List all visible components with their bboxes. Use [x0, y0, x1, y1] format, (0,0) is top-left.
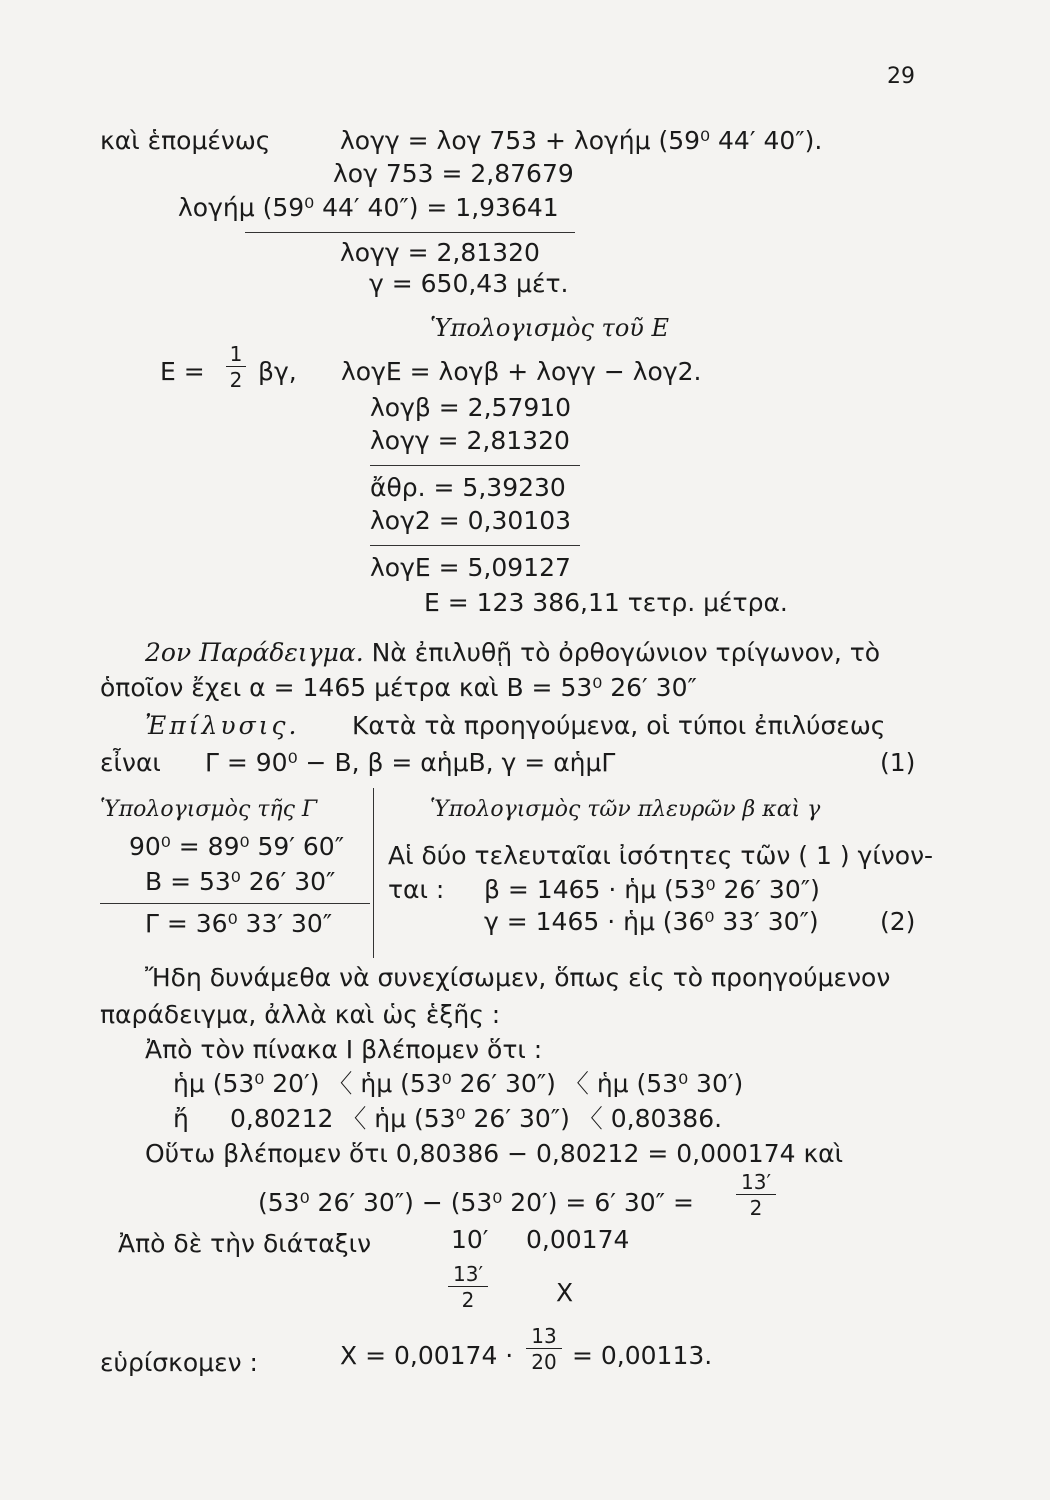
equation-line: λογγ = 2,81320	[370, 426, 570, 455]
equation-line: β = 1465 · ἡμ (53⁰ 26′ 30″)	[484, 875, 820, 904]
sum-rule	[245, 232, 575, 233]
example-title: 2ον Παράδειγμα.	[145, 638, 364, 667]
fraction-13-20: $\frac{13}{20}$	[526, 1326, 562, 1372]
equation-line: γ = 1465 · ἡμ (36⁰ 33′ 30″)	[484, 907, 819, 936]
equation-line: λογΕ = λογβ + λογγ − λογ2.	[341, 357, 702, 386]
equation-line: λογγ = 2,81320	[340, 238, 540, 267]
formula-left: βγ,	[258, 357, 297, 386]
solution-title: Ἐπίλυσις.	[145, 711, 300, 740]
text-line: ὁποῖον ἔχει α = 1465 μέτρα καὶ Β = 53⁰ 26′ 30″	[100, 673, 697, 702]
proportion-cell: Χ	[556, 1278, 574, 1307]
fraction-13p-2: $\frac{13'}{2}$	[448, 1264, 488, 1310]
equation-line: = 0,00113.	[572, 1341, 713, 1370]
text-line: ται :	[388, 875, 445, 904]
equation-line: λογ2 = 0,30103	[370, 506, 572, 535]
proportion-cell: 10′	[451, 1225, 489, 1254]
equation-line: λογήμ (59⁰ 44′ 40″) = 1,93641	[178, 193, 559, 222]
subsection-heading: Ὑπολογισμὸς τῶν πλευρῶν β καὶ γ	[430, 797, 821, 822]
text-line: Κατὰ τὰ προηγούμενα, οἱ τύποι ἐπιλύσεως	[352, 711, 886, 740]
equation-line: 90⁰ = 89⁰ 59′ 60″	[129, 832, 345, 861]
equation-line: γ = 650,43 μέτ.	[369, 269, 569, 298]
equation-line: Ε = 123 386,11 τετρ. μέτρα.	[424, 588, 788, 617]
equation-line: 0,80212 〈 ἡμ (53⁰ 26′ 30″) 〈 0,80386.	[230, 1104, 723, 1133]
fraction-13p-2: $\frac{13'}{2}$	[736, 1172, 776, 1218]
equation-line: λογγ = λογ 753 + λογήμ (59⁰ 44′ 40″).	[340, 126, 823, 155]
text-line: εἶναι	[100, 748, 161, 777]
equation-line: Γ = 90⁰ − Β, β = αἡμΒ, γ = αἡμΓ	[205, 748, 616, 777]
text-line: Αἱ δύο τελευταῖαι ἰσότητες τῶν ( 1 ) γίνον-	[388, 841, 934, 870]
fraction-one-half: $\frac{1}{2}$	[226, 344, 246, 390]
text-line: Ἀπὸ τὸν πίνακα Ι βλέπομεν ὅτι :	[145, 1035, 543, 1064]
equation-line: λογβ = 2,57910	[370, 393, 572, 422]
equation-line: Χ = 0,00174 ·	[340, 1341, 514, 1370]
formula-left: Ε =	[160, 357, 205, 386]
equation-number: (1)	[880, 748, 916, 777]
sum-rule	[370, 465, 580, 466]
example-text: Νὰ ἐπιλυθῇ τὸ ὀρθογώνιον τρίγωνον, τὸ	[363, 638, 881, 667]
text-line: Οὕτω βλέπομεν ὅτι 0,80386 − 0,80212 = 0,000174 καὶ	[145, 1139, 844, 1168]
equation-number: (2)	[880, 907, 916, 936]
sum-rule	[100, 903, 370, 904]
column-divider	[373, 788, 374, 958]
page-number: 29	[887, 64, 915, 89]
subsection-heading: Ὑπολογισμὸς τῆς Γ	[100, 797, 318, 822]
example-line	[145, 640, 880, 665]
equation-line: Γ = 36⁰ 33′ 30″	[145, 909, 333, 938]
equation-line: Β = 53⁰ 26′ 30″	[145, 867, 336, 896]
sum-rule	[370, 545, 580, 546]
section-heading: Ὑπολογισμὸς τοῦ Ε	[430, 314, 670, 342]
text-line: Ἀπὸ δὲ τὴν διάταξιν	[118, 1229, 372, 1258]
text-line: παράδειγμα, ἀλλὰ καὶ ὡς ἑξῆς :	[100, 1000, 501, 1029]
equation-line: ἄθρ. = 5,39230	[370, 473, 566, 502]
text-line: Ἤδη δυνάμεθα νὰ συνεχίσωμεν, ὅπως εἰς τὸ προηγούμενον	[145, 963, 891, 992]
text-line: καὶ ἑπομένως	[100, 126, 271, 155]
text-line: εὑρίσκομεν :	[100, 1348, 258, 1377]
proportion-cell: 0,00174	[526, 1225, 630, 1254]
equation-line: (53⁰ 26′ 30″) − (53⁰ 20′) = 6′ 30″ =	[258, 1188, 694, 1217]
equation-line: ἡμ (53⁰ 20′) 〈 ἡμ (53⁰ 26′ 30″) 〈 ἡμ (53⁰ 30′)	[173, 1069, 744, 1098]
equation-line: λογΕ = 5,09127	[370, 553, 571, 582]
equation-line: λογ 753 = 2,87679	[333, 159, 574, 188]
text-line: ἤ	[173, 1104, 189, 1133]
